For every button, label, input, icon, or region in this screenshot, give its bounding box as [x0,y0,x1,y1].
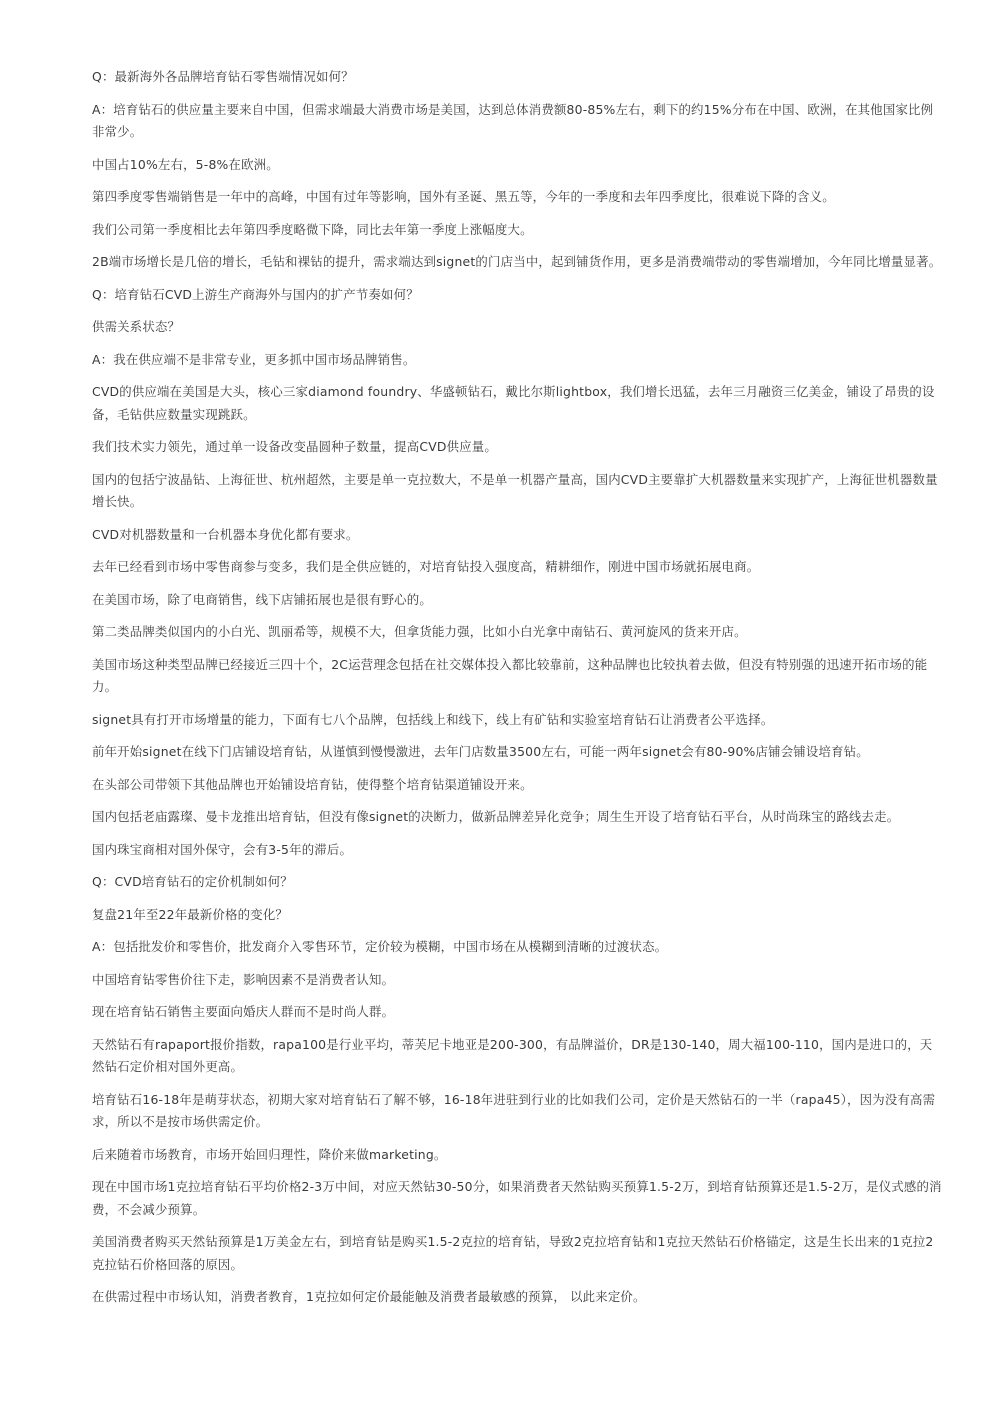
paragraph: signet具有打开市场增量的能力，下面有七八个品牌，包括线上和线下，线上有矿钻和实验室培育钻石让消费者公平选择。 [92,711,774,727]
paragraph: 美国市场这种类型品牌已经接近三四十个，2C运营理念包括在社交媒体投入都比较靠前，这种品牌也比较执着去做，但没有特别强的迅速开拓市场的能力。 [92,656,928,694]
paragraph: 供需关系状态？ [92,319,181,334]
paragraph: A：培育钻石的供应量主要来自中国，但需求端最大消费市场是美国，达到总体消费额80-85%左右，剩下的约15%分布在中国、欧洲，在其他国家比例非常少。 [92,101,934,139]
paragraph: 前年开始signet在线下门店铺设培育钻，从谨慎到慢慢激进，去年门店数量3500左右，可能一两年signet会有80-90%店铺会铺设培育钻。 [92,744,869,759]
paragraph: Q：CVD培育钻石的定价机制如何？ [92,874,293,889]
paragraph: 在头部公司带领下其他品牌也开始铺设培育钻，使得整个培育钻渠道铺设开来。 [92,776,533,792]
paragraph: 2B端市场增长是几倍的增长，毛钻和裸钻的提升，需求端达到signet的门店当中，起到铺货作用，更多是消费端带动的零售端增加，今年同比增量显著。 [92,254,942,269]
paragraph: CVD对机器数量和一台机器本身优化都有要求。 [92,526,359,542]
paragraph: 美国消费者购买天然钻预算是1万美金左右，到培育钻是购买1.5-2克拉的培育钻，导致2克拉培育钻和1克拉天然钻石价格锚定，这是生长出来的1克拉2克拉钻石价格回落的原因。 [92,1234,934,1272]
paragraph: 现在培育钻石销售主要面向婚庆人群而不是时尚人群。 [92,1004,395,1019]
paragraph: 中国培育钻零售价往下走，影响因素不是消费者认知。 [92,971,395,987]
paragraph: Q：最新海外各品牌培育钻石零售端情况如何？ [92,69,354,84]
paragraph: 国内珠宝商相对国外保守，会有3-5年的滞后。 [92,841,353,857]
paragraph: 复盘21年至22年最新价格的变化？ [92,906,289,922]
paragraph: 去年已经看到市场中零售商参与变多，我们是全供应链的，对培育钻投入强度高，精耕细作，刚进中国市场就拓展电商。 [92,559,760,574]
paragraph: 第四季度零售端销售是一年中的高峰，中国有过年等影响，国外有圣诞、黑五等，今年的一季度和去年四季度比，很难说下降的含义。 [92,189,835,204]
paragraph: 国内的包括宁波晶钻、上海征世、杭州超然，主要是单一克拉数大，不是单一机器产量高，国内CVD主要靠扩大机器数量来实现扩产，上海征世机器数量增长快。 [92,471,938,509]
paragraph: 天然钻石有rapaport报价指数，rapa100是行业平均，蒂芙尼卡地亚是200-300，有品牌溢价，DR是130-140，周大福100-110，国内是进口的，天然钻石定价相对国外更高。 [92,1036,933,1074]
paragraph: 中国占10%左右，5-8%在欧洲。 [92,156,279,172]
paragraph: CVD的供应端在美国是大头，核心三家diamond foundry、华盛顿钻石，戴比尔斯lightbox，我们增长迅猛，去年三月融资三亿美金，铺设了昂贵的设备，毛钻供应数量实现跳跃。 [92,384,935,422]
paragraph: 在美国市场，除了电商销售，线下店铺拓展也是很有野心的。 [92,591,432,607]
paragraph: 培育钻石16-18年是萌芽状态，初期大家对培育钻石了解不够，16-18年进驻到行业的比如我们公司，定价是天然钻石的一半（rapa45），因为没有高需求，所以不是按市场供需定价。 [92,1091,936,1129]
paragraph: A：包括批发价和零售价，批发商介入零售环节，定价较为模糊，中国市场在从模糊到清晰的过渡状态。 [92,939,668,954]
paragraph: 国内包括老庙露璨、曼卡龙推出培育钻，但没有像signet的决断力，做新品牌差异化竞争；周生生开设了培育钻石平台，从时尚珠宝的路线去走。 [92,809,900,824]
paragraph: 在供需过程中市场认知，消费者教育，1克拉如何定价最能触及消费者最敏感的预算， 以此来定价。 [92,1289,646,1304]
paragraph: 我们公司第一季度相比去年第四季度略微下降，同比去年第一季度上涨幅度大。 [92,221,533,237]
paragraph: 后来随着市场教育，市场开始回归理性，降价来做marketing。 [92,1146,447,1162]
paragraph: 现在中国市场1克拉培育钻石平均价格2-3万中间，对应天然钻30-50分，如果消费者天然钻购买预算1.5-2万，到培育钻预算还是1.5-2万，是仪式感的消费，不会减少预算。 [92,1179,942,1217]
paragraph: A：我在供应端不是非常专业，更多抓中国市场品牌销售。 [92,351,416,367]
document-page [92,66,944,1319]
paragraph: 第二类品牌类似国内的小白光、凯丽希等，规模不大，但拿货能力强，比如小白光拿中南钻石、黄河旋风的货来开店。 [92,624,747,639]
paragraph: Q：培育钻石CVD上游生产商海外与国内的扩产节奏如何？ [92,286,419,302]
paragraph: 我们技术实力领先，通过单一设备改变晶圆种子数量，提高CVD供应量。 [92,439,497,454]
